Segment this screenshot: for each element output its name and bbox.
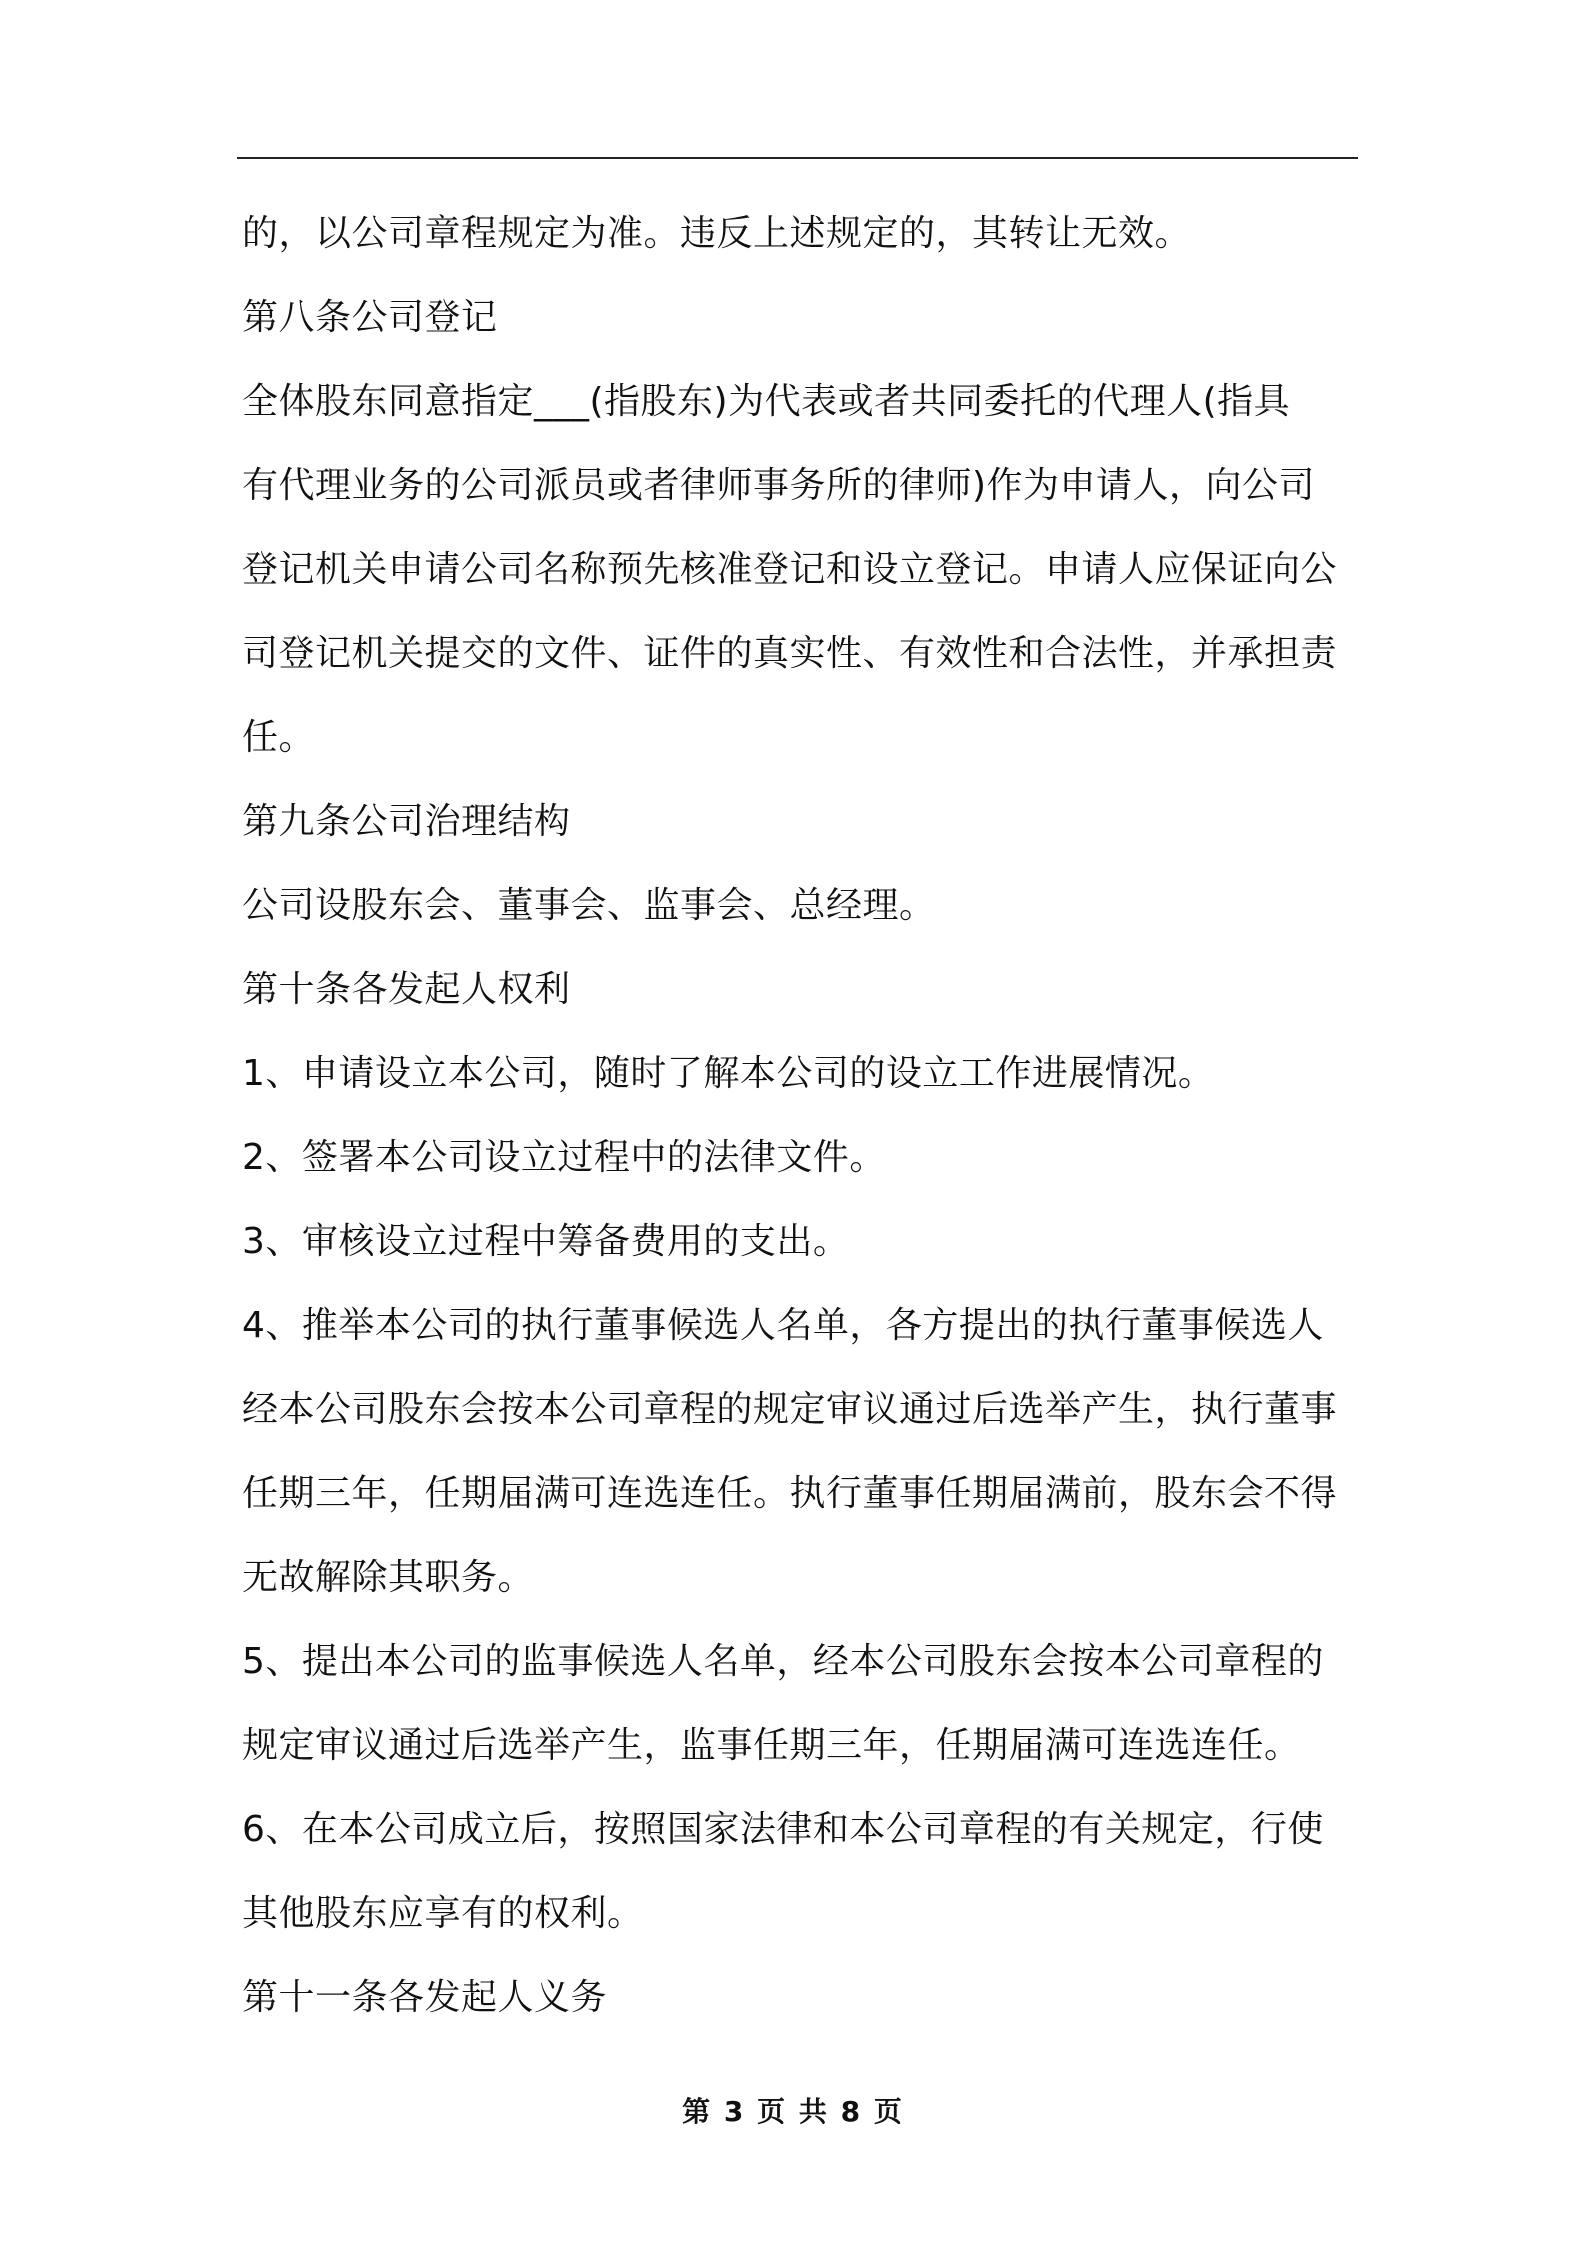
text-line: 经本公司股东会按本公司章程的规定审议通过后选举产生，执行董事 [242, 1389, 1338, 1430]
section-heading: 第十一条各发起人义务 [242, 1977, 608, 2018]
text-line: 全体股东同意指定___(指股东)为代表或者共同委托的代理人(指具 [242, 381, 1291, 422]
text-line: 登记机关申请公司名称预先核准登记和设立登记。申请人应保证向公 [242, 549, 1338, 590]
text-line: 规定审议通过后选举产生，监事任期三年，任期届满可连选连任。 [242, 1725, 1301, 1766]
list-item: 5、提出本公司的监事候选人名单，经本公司股东会按本公司章程的 [242, 1641, 1324, 1682]
text-line: 司登记机关提交的文件、证件的真实性、有效性和合法性，并承担责 [242, 633, 1338, 674]
text-line: 任。 [242, 717, 316, 758]
section-heading: 第九条公司治理结构 [242, 801, 571, 842]
text-line: 有代理业务的公司派员或者律师事务所的律师)作为申请人，向公司 [242, 465, 1316, 506]
list-item: 6、在本公司成立后，按照国家法律和本公司章程的有关规定，行使 [242, 1809, 1324, 1850]
text-line: 任期三年，任期届满可连选连任。执行董事任期届满前，股东会不得 [242, 1473, 1338, 1514]
list-item: 2、签署本公司设立过程中的法律文件。 [242, 1137, 886, 1178]
header-divider [237, 157, 1358, 159]
section-heading: 第十条各发起人权利 [242, 969, 571, 1010]
text-line: 的，以公司章程规定为准。违反上述规定的，其转让无效。 [242, 213, 1192, 254]
list-item: 4、推举本公司的执行董事候选人名单，各方提出的执行董事候选人 [242, 1305, 1324, 1346]
list-item: 3、审核设立过程中筹备费用的支出。 [242, 1221, 850, 1262]
document-body [242, 192, 1358, 2040]
text-line: 无故解除其职务。 [242, 1557, 535, 1598]
text-line: 公司设股东会、董事会、监事会、总经理。 [242, 885, 936, 926]
list-item: 1、申请设立本公司，随时了解本公司的设立工作进展情况。 [242, 1053, 1215, 1094]
text-line: 其他股东应享有的权利。 [242, 1893, 644, 1934]
page-number: 第 3 页 共 8 页 [682, 2095, 904, 2128]
section-heading: 第八条公司登记 [242, 297, 498, 338]
